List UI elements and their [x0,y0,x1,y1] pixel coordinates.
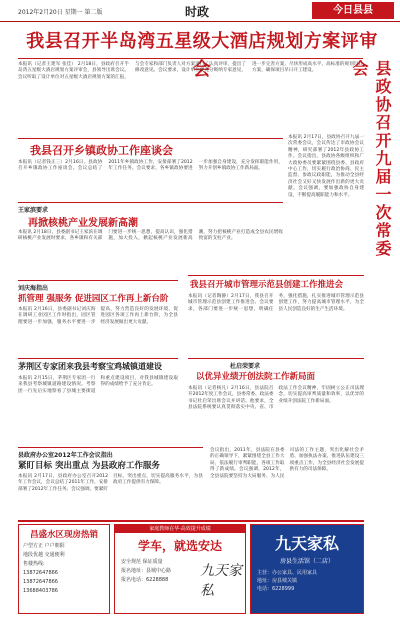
article2-body: 本报讯（记者钱正三）2月16日，县政协召开乡镇政协工作座谈会。会议总结了2011年乡镇政协工作，安排部署了2012年工作任务。会议要求，各乡镇政协要进一步加强自身建设，充分发挥职能作用，努力开创乡镇政协工作新局面。 [18,160,283,172]
newspaper-logo: 今日县县 [312,2,394,19]
real-estate-ad[interactable] [18,524,110,614]
divider [188,358,364,359]
article6-body: 本报讯 2月17日，县政府办公室召开2012年工作会议，会议总结了2011年工作，安排部署了2012年工作任务。会议强调，要紧盯目标，突出重点，切实提高服务水平，为县政府工作提供有力保障。 [18,474,203,492]
handwritten-signature: 九天家私 [200,563,242,599]
article3-title: 再掀核桃产业发展新高潮 [28,218,138,229]
vertical-article-title: 县政协召开九届一次常委会 [350,60,392,258]
article8-title: 以优异业绩开创法院工作新局面 [196,372,316,382]
article8-body: 本报讯（记者杨凡）2月16日，县法院召开2012年度工作会议，县委常委、政法委书记杜启荣出席会议并讲话。他要求，全县法院系统要认真贯彻落实中央、省、市政法工作会议精神，牢固树立公正司法理念，切实提高审判质量和效率，以优异的业绩开创法院工作新局面。 [188,386,364,411]
article6-kicker: 县政府办公室2012年工作会议指出 [18,452,113,459]
article2-title: 我县召开乡镇政协工作座谈会 [30,144,173,157]
lead-article-body: 本报讯（记者王建军 张佳） 2月18日，县政府召开半岛湾五星级大酒店规划方案评审会，县领导出席会议。会议听取了设计单位对五星级大酒店规划方案的汇报，与会专家和部门负责人对方案进行了认真评审，提出了修改意见。会议要求，设计单位要充分吸纳专家意见，进一步完善方案，尽快形成高水平、高标准的规划设计方案，确保项目早日开工建设。 [18,62,363,80]
divider [18,202,283,203]
ad-line: 地址：房县城关镇 [257,578,298,584]
ad-line: 主营：办公家具、民用家具 [257,570,318,576]
ad-phone: 13872647866 [23,579,58,585]
article4-kicker: 刘庆海指出 [18,285,49,292]
ad-phone: 13872647866 [23,570,58,576]
article4-title: 抓管理 强服务 促进园区工作再上新台阶 [18,294,169,304]
ad-line: 安全规范 保证质量 [121,559,163,565]
divider [18,280,178,281]
article8-kicker: 杜启荣要求 [230,363,261,370]
article7-title: 我县召开城市管理示范县创建工作推进会 [190,280,344,290]
section-title: 时政 [185,5,210,19]
article5-body: 本报讯 2月15日，茅荆区专家团一行来我县考察城镇道路建设情况。考察团一行先后实地察看了县城主要街道和重点建设项目，对我县城镇建设取得的成绩给予了充分肯定。 [18,376,178,394]
ad-phone: 13688403786 [23,588,58,594]
divider [18,520,364,522]
furniture-ad[interactable] [250,524,364,614]
article6-title: 紧盯目标 突出重点 为县政府工作服务 [18,461,160,471]
divider [18,358,178,359]
driving-ad-banner: 家庭教师在华·高效提升成绩 [115,525,245,533]
right-article-body: 本报讯 2月17日，县政协召开九届一次常委会议，会议传达了市政协会议精神，研究部署了2012年县政协工作。会议指出，县政协各级组织和广大政协委员要紧紧围绕县委、县政府中心工作，切实履行政治协商、民主监督、参政议政职能，为推动全县经济社会又好又快发展作出新的更大贡献。会议强调，要加强政协自身建设，不断提高履职能力和水平。 [288,135,364,198]
article5-title: 茅荆区专家团来我县考察宝鸡城镇道建设 [18,361,162,371]
divider [18,138,283,139]
furniture-ad-title: 九天家私 [274,534,339,553]
ad-line: 报名电话：6228888 [121,577,169,583]
article3-kicker: 王家滨要求 [18,207,49,214]
divider [188,275,364,276]
divider [18,447,203,448]
ad-line: 户型方正 户户朝阳 [23,543,65,549]
ad-line: 报名地址：县城中心路 [121,568,172,574]
article3-body: 本报讯 2月18日，县委副书记王家滨在调研核桃产业发展时要求，各乡镇和有关部门要进一步统一思想，提高认识，强化措施，加大投入，掀起核桃产业发展新高潮，努力把核桃产业打造成全县农民增收致富的支柱产业。 [18,230,283,242]
article7-body: 本报讯（记者陶静）2月17日，我县召开城市管理示范县创建工作推进会。会议要求，各部门要进一步统一思想，明确任务，强化措施，扎实推进城市管理示范县创建工作，努力提高城市管理水平，为全县人民创造良好的生产生活环境。 [188,294,364,312]
real-estate-ad-title: 昌盛水区现房热销 [29,530,98,540]
furniture-ad-subtitle: 房县生活馆（二店） [279,558,334,565]
issue-date: 2012年2月20日 星期一 第二版 [18,9,103,16]
main-headline: 我县召开半岛湾五星级大酒店规划方案评审会 [26,31,378,80]
ad-line: 售楼热线: [23,561,45,567]
ad-line: 地段优越 交通便利 [23,552,65,558]
article4-body: 本报讯 2月16日，县委副书记刘庆海在调研工业园区工作时指出，园区管理要进一步加强，服务水平要进一步提高，努力营造良好的发展环境，促进园区各项工作再上新台阶，为全县经济发展做出更大贡献。 [18,307,178,325]
article9-body: 会议指出，2011年，县法院在县委的正确领导下，紧紧围绕全县工作大局，依法履行审判职能，各项工作取得了新成绩。会议强调，2012年，全县法院要坚持为大局服务、为人民司法的工作主题，突出化解社会矛盾、加强执法办案、推进队伍建设三项重点工作，为全县经济社会发展提供有力的司法保障。 [210,448,364,479]
divider [18,58,363,59]
masthead-bar [0,0,400,22]
ad-line: 电话：6228999 [257,586,295,592]
driving-ad-title: 学车，就选安达 [137,539,222,553]
